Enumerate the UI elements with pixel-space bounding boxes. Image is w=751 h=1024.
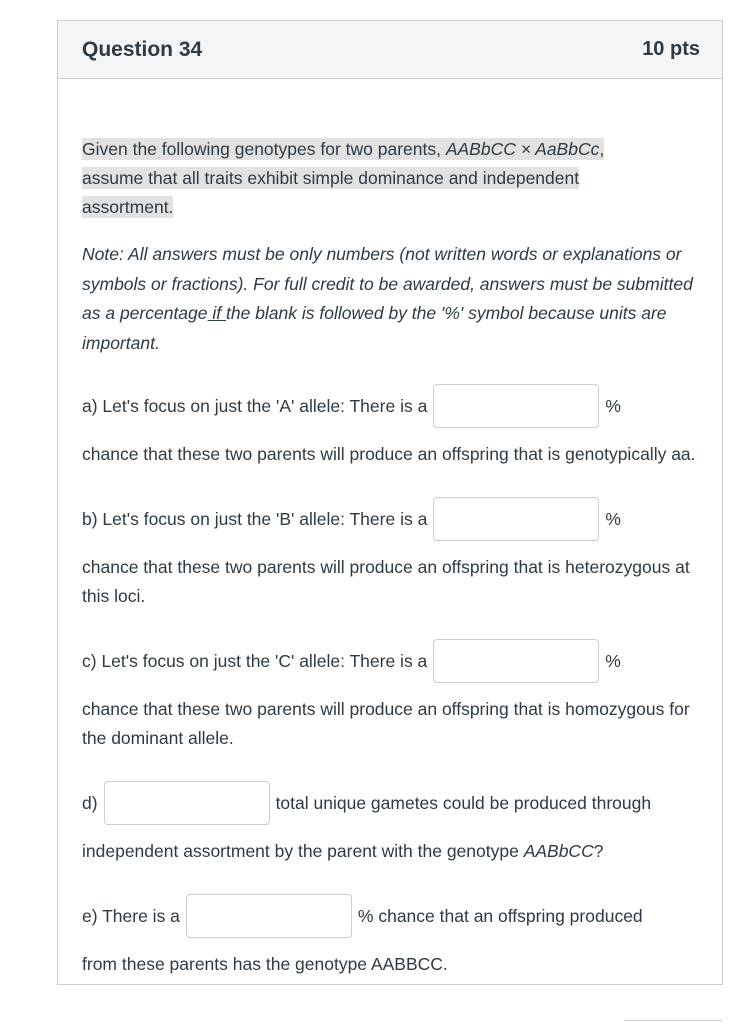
part-a-unit: %: [605, 395, 621, 416]
part-e: [82, 894, 702, 979]
part-b: [82, 497, 702, 611]
note-part1: Note: All answers must be only numbers (not written words or explanations or symbols or fractions). For full credit to be awarded, answers must be submitted as a percentage: [82, 244, 693, 323]
part-c-row: [82, 639, 702, 683]
question-points: 10 pts: [642, 38, 700, 60]
part-b-answer-input[interactable]: [433, 497, 599, 541]
part-b-tail: chance that these two parents will produce an offspring that is heterozygous at this loci.: [82, 557, 690, 606]
intro-line1: Given the following genotypes for two parents,: [82, 139, 446, 159]
part-d-tail: [82, 837, 702, 866]
part-e-row: [82, 894, 702, 938]
part-d-prompt: d): [82, 792, 98, 813]
part-e-after: % chance that an offspring produced: [357, 905, 643, 926]
note-part2: the blank is followed by the '%' symbol because units are important.: [82, 303, 667, 353]
question-header: [58, 21, 722, 79]
part-c-prompt: c) Let's focus on just the 'C' allele: There is a: [82, 650, 428, 671]
part-d-tail1: independent assortment by the parent with the genotype: [82, 841, 524, 861]
part-d-tail-genotype: AABbCC: [523, 841, 594, 861]
part-b-prompt: b) Let's focus on just the 'B' allele: There is a: [82, 508, 428, 529]
part-e-prompt: e) There is a: [82, 905, 180, 926]
intro-line2: assume that all traits exhibit simple dominance and independent: [82, 168, 580, 188]
part-d-row: [82, 781, 702, 825]
part-b-unit: %: [605, 508, 621, 529]
instructions-note: [82, 240, 702, 358]
question-intro: [82, 135, 702, 222]
part-d-tail2: ?: [593, 841, 604, 861]
part-c: [82, 639, 702, 753]
part-c-answer-input[interactable]: [433, 639, 599, 683]
part-a: [82, 384, 702, 469]
part-c-unit: %: [605, 650, 621, 671]
part-d-after: total unique gametes could be produced through: [275, 792, 652, 813]
intro-cross: AABbCC × AaBbCc: [445, 139, 600, 159]
bottom-divider: [624, 1020, 722, 1021]
question-card: [57, 20, 723, 985]
question-body: [58, 135, 722, 979]
note-underlined: if: [207, 303, 226, 323]
part-a-prompt: a) Let's focus on just the 'A' allele: There is a: [82, 395, 428, 416]
part-e-tail: from these parents has the genotype AABBCC.: [82, 954, 448, 974]
intro-line3: assortment.: [82, 197, 174, 217]
part-a-tail: chance that these two parents will produce an offspring that is genotypically aa.: [82, 444, 696, 464]
part-d-answer-input[interactable]: [104, 781, 270, 825]
part-e-answer-input[interactable]: [186, 894, 352, 938]
part-a-row: [82, 384, 702, 428]
question-title: Question 34: [82, 37, 203, 61]
part-c-tail: chance that these two parents will produce an offspring that is homozygous for the dominant allele.: [82, 699, 690, 748]
intro-line1-end: ,: [599, 139, 605, 159]
part-d: [82, 781, 702, 866]
part-b-row: [82, 497, 702, 541]
part-a-answer-input[interactable]: [433, 384, 599, 428]
intro-highlight: [82, 138, 604, 218]
